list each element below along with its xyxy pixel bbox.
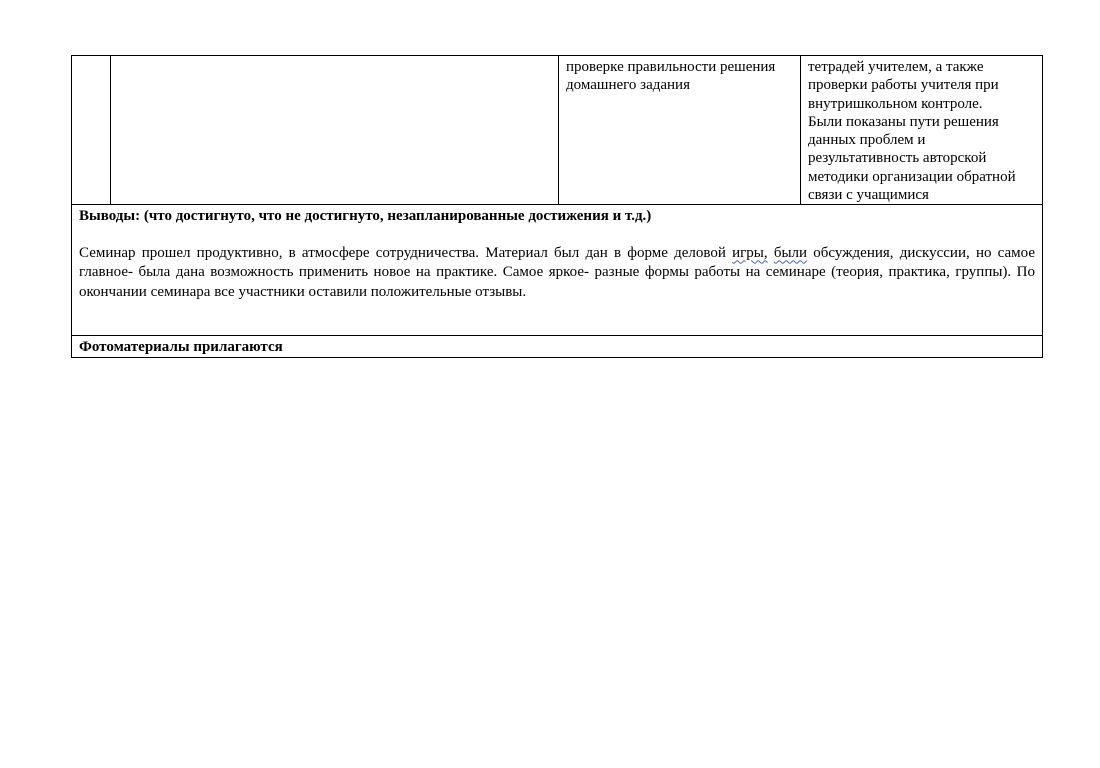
spellcheck-word: были [773,244,808,261]
conclusions-heading: Выводы: (что достигнуто, что не достигнуто, незапланированные достижения и т.д.) [79,208,652,225]
empty-cell [111,56,559,205]
result-cell [801,56,1043,205]
result-line: методики организации обратной [808,168,1016,185]
result-line: связи с учащимися [808,187,929,204]
conclusions-text-part: обсуждения, дискуссии, но самое главное- была дана возможность применить новое на практике. Самое яркое- разные формы работы на семинаре (теория, практика, группы). По окончании семинара все участники оставили положительные отзывы. [79,244,1036,300]
method-cell [559,56,801,205]
result-line: результативность авторской [808,150,987,167]
result-line: проверки работы учителя при [808,77,999,94]
result-line: тетрадей учителем, а также [808,59,984,75]
report-table [71,55,1043,358]
result-line: внутришкольном контроле. [808,95,983,112]
number-cell [72,56,111,205]
photos-cell: Фотоматериалы прилагаются [72,336,1043,357]
photos-row [72,336,1043,357]
method-line: проверке правильности решения [566,59,776,75]
conclusions-row [72,205,1043,336]
conclusions-text [79,244,1035,303]
result-line: Были показаны пути решения [808,113,999,130]
spellcheck-word: игры, [732,244,768,261]
method-line: домашнего задания [566,77,690,94]
result-line: данных проблем и [808,132,926,149]
table-row-continuation [72,56,1043,205]
conclusions-cell [72,205,1043,336]
conclusions-text-part: Семинар прошел продуктивно, в атмосфере сотрудничества. Материал был дан в форме деловой [79,244,733,261]
